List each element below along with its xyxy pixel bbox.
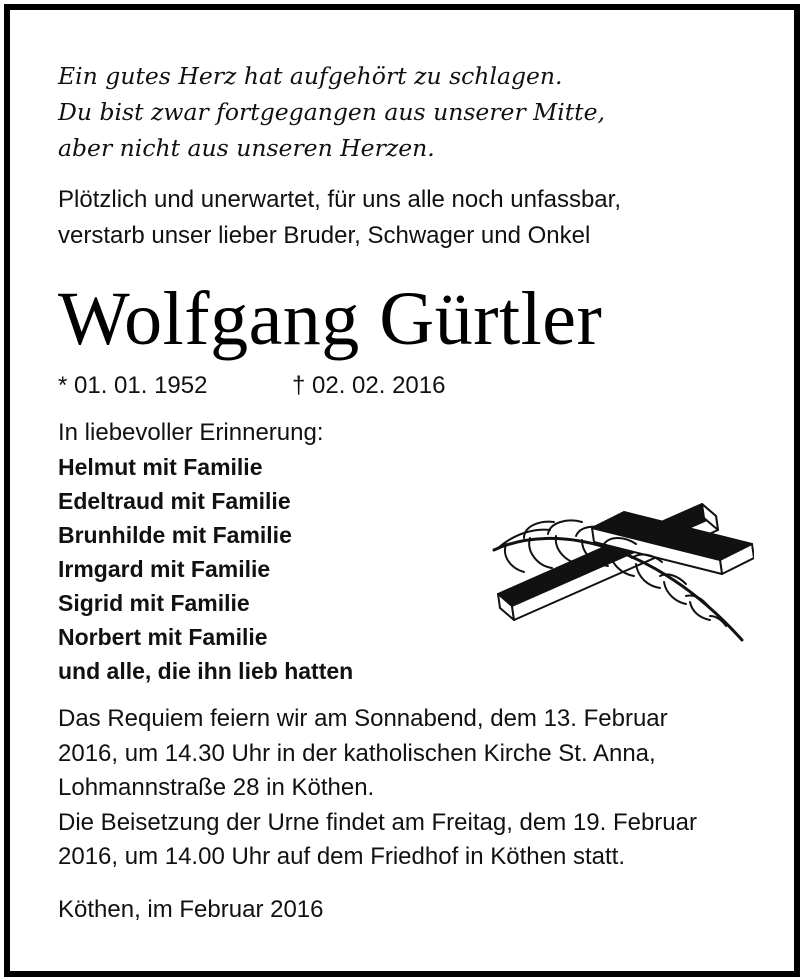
service-line: Lohmannstraße 28 in Köthen. — [58, 774, 375, 801]
intro-line: Plötzlich und unerwartet, für uns alle noch unfassbar, — [58, 186, 621, 213]
birth-date: * 01. 01. 1952 — [58, 372, 208, 399]
place-and-date: Köthen, im Februar 2016 — [58, 896, 324, 923]
death-date: † 02. 02. 2016 — [292, 372, 446, 399]
life-dates — [58, 368, 446, 404]
mourner-entry: Helmut mit Familie — [58, 454, 263, 480]
announcement-intro — [58, 182, 621, 254]
service-line: Die Beisetzung der Urne findet am Freitag, dem 19. Februar — [58, 808, 697, 836]
service-line: 2016, um 14.00 Uhr auf dem Friedhof in Köthen statt. — [58, 843, 625, 870]
deceased-name: Wolfgang Gürtler — [58, 277, 603, 361]
verse-line: Du bist zwar fortgegangen aus unserer Mitte, — [58, 98, 606, 126]
mourner-entry: Irmgard mit Familie — [58, 556, 271, 582]
service-line: 2016, um 14.30 Uhr in der katholischen Kirche St. Anna, — [58, 739, 656, 767]
mourner-entry: Brunhilde mit Familie — [58, 522, 292, 548]
service-line: Das Requiem feiern wir am Sonnabend, dem 13. Februar — [58, 705, 668, 732]
intro-line: verstarb unser lieber Bruder, Schwager und Onkel — [58, 222, 591, 249]
notice-content — [10, 10, 794, 971]
verse-line: Ein gutes Herz hat aufgehört zu schlagen. — [58, 62, 563, 90]
mourner-entry: Norbert mit Familie — [58, 624, 268, 650]
cross-with-palm-frond-icon — [484, 482, 754, 652]
obituary-notice — [4, 4, 800, 977]
memory-heading: In liebevoller Erinnerung: — [58, 419, 324, 446]
service-details — [58, 702, 697, 875]
cross-shape — [498, 504, 754, 620]
mourner-entry: Sigrid mit Familie — [58, 590, 250, 616]
memorial-verse — [58, 58, 605, 166]
mourners-list — [58, 450, 353, 688]
mourner-entry: und alle, die ihn lieb hatten — [58, 658, 354, 684]
verse-line: aber nicht aus unseren Herzen. — [58, 134, 435, 162]
mourner-entry: Edeltraud mit Familie — [58, 488, 291, 514]
